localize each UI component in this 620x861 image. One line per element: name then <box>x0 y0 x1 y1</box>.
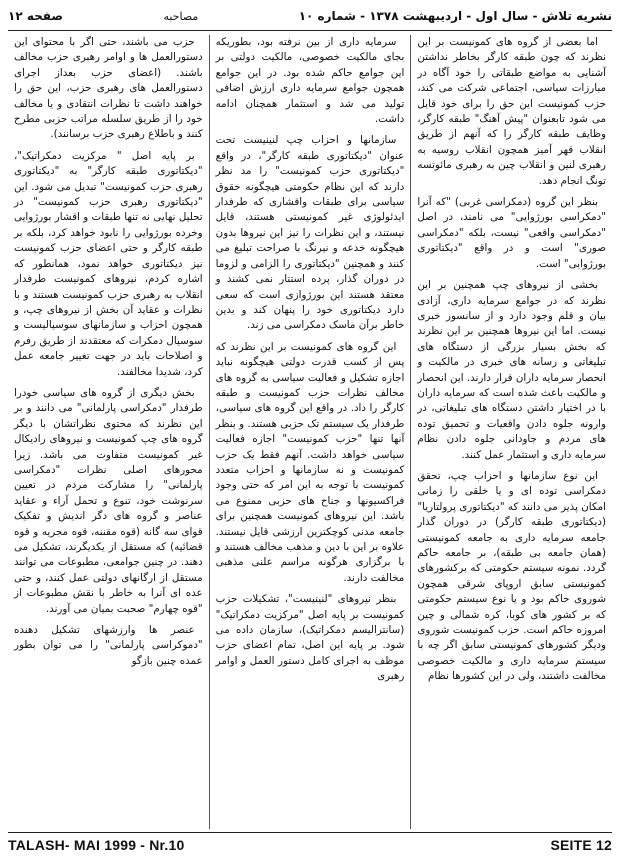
page-header <box>8 4 612 28</box>
footer-issue-label: TALASH- MAI 1999 - Nr.10 <box>8 837 185 853</box>
column-middle <box>210 35 412 829</box>
paragraph: سرمایه داری از بین نرفته بود، بطوریکه بجای مالکیت خصوصی، مالکیت دولتی بر این جوامع حاکم شده بود. در این جوامع همچون جوامع سرمایه داری ارزش اضافی تولید می شد و استثمار همچنان ادامه داشت. <box>215 36 405 126</box>
column-right <box>411 35 612 829</box>
header-divider <box>8 30 612 31</box>
paragraph: سازمانها و احزاب چپ لنینیست تحت عنوان "دیکتاتوری طبقه کارگر"، در واقع "دیکتاتوری حزب کمونیست" را مد نظر دارند که این نظام حکومتی هیچگونه حقوق سیاسی برای طبقات واقشاری که طرفدار ایدئولوژی غیر کمونیستی هستند، قایل نیستند، و این نظرات را نیز این نیروها بدون هیچگونه خدعه و نیرنگ با صراحت تبلیغ می کنند و همچنین "دیکتاتوری را الزامی و لزوما در دوران گذار، پرده استتار نمی کشند و معتقد هستند این بورژوازی است که سعی دارد دیکتاتوری خود را پنهان کند و بدین خاطر برآن ماسک دمکراسی می زند. <box>215 134 405 332</box>
paragraph: این نوع سازمانها و احزاب چپ، تحقق دمکراسی توده ای و یا خلقی را زمانی امکان پذیر می دانند که "دیکتاتوری پرولتاریا" (دیکتاتوری طبقه کارگر) در دوران گذار جامعه سرمایه داری به جامعه کمونیستی (همان جامعه بی طبقه)، بر جامعه حاکم گردد. نمونه سیستم حکومتی که برکشورهای کمونیستی سابق اروپای شرقی همچون شوروی حاکم بود و یا نوع سیستم حکومتی که بر کشور های کوبا، کره شمالی و چین امروزه حاکم است. حزب کمونیست شوروی ودیگر کشورهای کمونیستی سابق اگر چه با سیستم سرمایه داری و مالکیت خصوصی مخالفت داشتند، ولی در این کشورها نظام <box>417 469 606 683</box>
section-title: مصاحبه <box>163 9 199 23</box>
paragraph: عنصر ها وارزشهای تشکیل دهنده "دموکراسی پارلمانی" را می توان بطور عمده چنین بازگو <box>13 624 203 667</box>
paragraph: بخش دیگری از گروه های سیاسی خودرا طرفدار "دمکراسی پارلمانی" می دانند و بر این نظرند که محتوی نظراتشان با دیگر گروه های چپ کمونیست و نیروهای رادیکال غیر کمونیست متفاوت می باشد. زیرا محورهای اصلی نظرات "دمکراسی پارلمانی" را مشارکت مردم در تعیین سرنوشت خود، تنوع و تحمل آراء و عقاید عناصر و گروه های دگر اندیش و تفکیک قوای سه گانه (قوه مقننه، قوه مجریه و قوه قضائیه) که مستقل از یکدیگرند، تشکیل می دهند. در چنین جوامعی، مطبوعات می توانند مستقل از ارگانهای دولتی عمل کنند، و حتی عده ای آنرا به خاطر با نقش مطبوعات از "قوه چهارم" صحبت بمیان می آورند. <box>13 386 203 615</box>
page-footer <box>8 835 612 855</box>
paragraph: این گروه های کمونیست بر این نظرند که پس از کسب قدرت دولتی هیچگونه نباید اجازه تشکیل و فعالیت سیاسی به گروه های مخالف نظرات حزب کمونیست و طبقه کارگر را داد. در واقع این گروه های سیاسی، طرفدار یک سیستم تک حزبی هستند. و بنظر آنها تنها "حزب کمونیست" اجازه فعالیت سیاسی خواهد داشت. آنهم فقط یک حزب کمونیست و نه سازمانها و احزاب متعدد کمونیست با توجه به این امر که حتی وجود فراکسیونها و جناح های حزبی ممنوع می باشد. این نیروهای کمونیست همچنین برای جامعه مدنی کوچکترین ارزشی قایل نیستند. علاوه بر این با دین و مذهب مخالف هستند و با برگزاری هرگونه مراسم علنی مذهبی مخالفت دارند. <box>215 340 405 584</box>
paragraph: بر پایه اصل " مرکزیت دمکراتیک"، "دیکتاتوری طبقه کارگر" به "دیکتاتوری رهبری حزب کمونیست" تبدیل می شود. این "دیکتاتوری رهبری حزب کمونیست" در تحلیل نهایی نه تنها طبقات و اقشار بورژوایی وخرده بورژوایی را نابود خواهد کرد، بلکه بر طبقه کارگر و حتی اعضای حزب کمونیست نیز دیکتاتوری خواهد نمود، همانطور که اشاره کردم، نیروهای کمونیست طرفدار انقلاب به رهبری حزب کمونیست هستند و با نظرات و عقاید آن بخش از نیروهای چپ، و همچون احزاب و سازمانهای سوسیالیست و سوسیال دمکرات که معتقدند از طریق رفرم و اصلاحات باید در جهت تغییر جامعه عمل کرد، شدیدا مخالفند. <box>13 149 203 378</box>
paragraph: بخشی از نیروهای چپ همچنین بر این نظرند که در جوامع سرمایه داری، آزادی بیان و قلم وجود دارد و از سانسور خبری نیست. اما این نیروها همچنین بر این نظرند که بخش بسیار بزرگی از دستگاه های تبلیغاتی و رسانه های خبری در مالکیت و انحصار سرمایه داران قرار دارند. این انحصار و مالکیت باعث شده است که سرمایه داران با در اختیار داشتن دستگاه های تبلیغاتی، در وارونه جلوه دادن واقعیات و تحمیق توده های مردم و جاودانی جلوه دادن نظام سرمایه داری و استثمار عمل کنند. <box>417 279 606 461</box>
footer-divider <box>8 832 612 833</box>
paragraph: اما بعضی از گروه های کمونیست بر این نظرند که چون طبقه کارگر بخاطر نداشتن آشنایی به مواضع طبقاتی را خود آگاه در مبارزات سیاسی، اجتماعی شرکت می کند، حزب کمونیست این حق را برای خود قایل می شود تابعنوان "پیش آهنگ" طبقه کارگر، وظایف طبقه کارگر را که آنهم از طریق انقلاب قهر آمیز همچون انقلاب روسیه به رهبری لنین و انقلاب چین به رهبری مائوتسه تونگ انجام دهد. <box>417 36 606 187</box>
page-number-label: صفحه ۱۲ <box>8 9 63 23</box>
paragraph: بنظر این گروه (دمکراسی غربی) "که آنرا "دمکراسی بورژوایی" می نامند، در اصل "دمکراسی واقعی" نیست، بلکه "دمکراسی صوری" است و در واقع "دیکتاتوری بورژوایی" است. <box>417 196 606 270</box>
column-left <box>8 35 210 829</box>
magazine-issue-info: نشریه تلاش - سال اول - اردیبهشت ۱۳۷۸ - شماره ۱۰ <box>298 9 612 23</box>
footer-page-label: SEITE 12 <box>550 837 612 853</box>
article-body <box>8 35 612 829</box>
paragraph: حزب می باشند، حتی اگر با محتوای این دستورالعمل ها و اوامر رهبری حزب مخالف باشند. (اعضای حزب بعداز اجرای دستورالعمل های رهبری حزب، این حق را خواهند داشت تا نظرات انتقادی و یا مخالف خود را از طریق سلسله مراتب حزبی مطرح کنند و باطلاع رهبری حزب برسانند). <box>13 36 203 141</box>
paragraph: بنظر نیروهای "لنینیست"، تشکیلات حزب کمونیست بر پایه اصل "مرکزیت دمکراتیک" (سانترالیسم دمکراتیک)، سازمان داده می شود. بر پایه این اصل، تمام اعضای حزب موظف به اجرای کامل دستور العمل و اوامر رهبری <box>215 593 405 683</box>
